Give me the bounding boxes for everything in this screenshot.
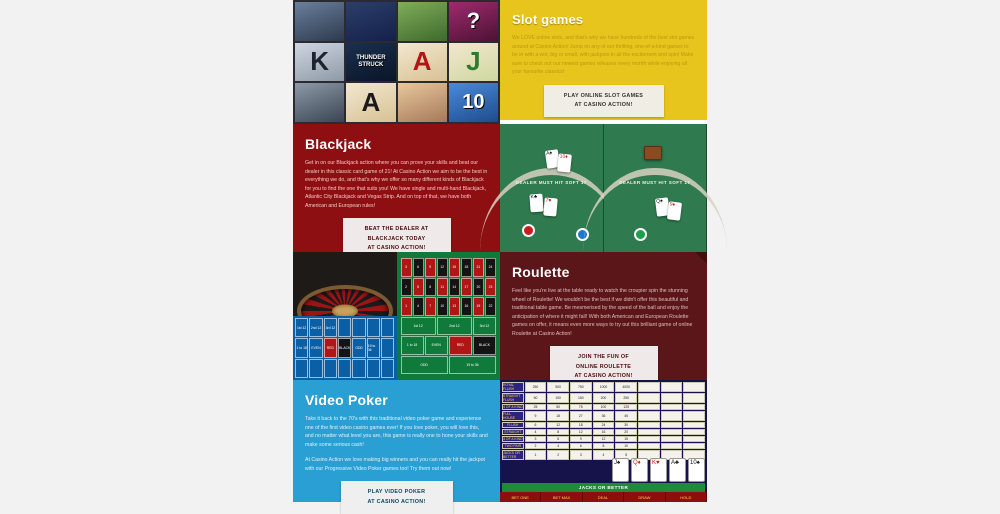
number-cell[interactable]: 16 bbox=[461, 297, 472, 316]
number-cell[interactable]: 17 bbox=[461, 278, 472, 297]
bet-cell[interactable] bbox=[381, 338, 394, 357]
paytable-cell: 150 bbox=[570, 393, 592, 403]
paytable-cell bbox=[683, 443, 705, 449]
bet-cell[interactable] bbox=[324, 359, 337, 378]
paytable-cell: 750 bbox=[570, 382, 592, 392]
play-slot-games-button[interactable] bbox=[544, 85, 664, 117]
paytable-cell: 4 bbox=[525, 429, 547, 435]
paytable-cell bbox=[683, 382, 705, 392]
paytable-row-label: 4 OF A KIND bbox=[503, 405, 523, 409]
roulette-number-grid bbox=[401, 258, 497, 374]
reel-cell: K bbox=[295, 43, 344, 82]
paytable-cell: 20 bbox=[615, 429, 637, 435]
bet-cell[interactable]: 2nd 12 bbox=[309, 318, 322, 337]
bet-max-button[interactable]: BET MAX bbox=[541, 492, 582, 502]
reel-cell: A bbox=[398, 43, 447, 82]
draw-button[interactable]: DRAW bbox=[624, 492, 665, 502]
number-cell[interactable]: 3 bbox=[401, 258, 412, 277]
number-cell[interactable]: 22 bbox=[485, 297, 496, 316]
blackjack-body: Get in on our Blackjack action where you can prove your skills and beat our dealer in this classic card game of 21! At Casino Action we aim to be the best in everything we do, and that's why we offer so many different kinds of Blackjack for you to find the one that suits you! We have single and multi-hand Blackjack, Atlantic City Blackjack and Vegas Strip. And on top of that, we have both American and European rules! bbox=[305, 160, 488, 209]
casino-chip bbox=[522, 224, 535, 237]
bet-cell[interactable] bbox=[367, 318, 380, 337]
roulette-images bbox=[293, 252, 500, 380]
number-cell[interactable]: 8 bbox=[425, 278, 436, 297]
reel-cell: J bbox=[449, 43, 498, 82]
hold-button[interactable]: HOLD bbox=[666, 492, 707, 502]
paytable-cell: 6 bbox=[547, 436, 569, 442]
paytable-cell: 24 bbox=[593, 422, 615, 428]
card-shoe bbox=[644, 146, 662, 160]
reel-cell bbox=[346, 2, 395, 41]
paytable-cell bbox=[683, 393, 705, 403]
paytable-cell: 2 bbox=[547, 450, 569, 460]
paytable-cell bbox=[661, 429, 683, 435]
paytable-cell bbox=[638, 404, 660, 410]
bet-cell[interactable] bbox=[295, 359, 308, 378]
roulette-table-image bbox=[397, 252, 501, 380]
paytable-cell: 100 bbox=[547, 393, 569, 403]
paytable-cell bbox=[683, 422, 705, 428]
bet-cell[interactable]: 1 to 18 bbox=[295, 338, 308, 357]
number-cell[interactable]: 23 bbox=[485, 278, 496, 297]
roulette-wheel-image bbox=[293, 252, 397, 380]
bet-cell[interactable]: 3rd 12 bbox=[324, 318, 337, 337]
paytable-cell: 1 bbox=[525, 450, 547, 460]
number-cell[interactable]: 5 bbox=[413, 278, 424, 297]
paytable-cell: 50 bbox=[525, 393, 547, 403]
paytable-cell: 1000 bbox=[593, 382, 615, 392]
paytable-row-label: STRAIGHT FLUSH bbox=[502, 393, 524, 403]
playing-card: A♠ bbox=[545, 149, 560, 169]
paytable-cell: 500 bbox=[547, 382, 569, 392]
playing-card: 9♦ bbox=[666, 201, 681, 220]
number-cell[interactable]: 12 bbox=[437, 258, 448, 277]
paytable-row-label: ROYAL FLUSH bbox=[502, 382, 524, 392]
video-poker-body-1: Take it back to the 70's with this traditional video poker game and experience one of the first video casino games ever! If you love poker, you will love this, and no matter what level you are, this game is really one to hone your skills and make some serious cash! bbox=[305, 416, 488, 448]
dozen-bet-cell[interactable]: 2nd 12 bbox=[437, 317, 472, 336]
playing-card[interactable]: Q♦ bbox=[631, 458, 648, 482]
reel-cell bbox=[295, 2, 344, 41]
roulette-title: Roulette bbox=[512, 264, 570, 280]
paytable-cell: 200 bbox=[593, 393, 615, 403]
paytable-cell bbox=[661, 422, 683, 428]
reel-cell bbox=[398, 2, 447, 41]
number-cell[interactable]: 18 bbox=[461, 258, 472, 277]
paytable-cell: 45 bbox=[615, 411, 637, 421]
paytable-cell bbox=[638, 382, 660, 392]
paytable-cell: 25 bbox=[525, 404, 547, 410]
blackjack-table-image bbox=[500, 124, 707, 252]
blackjack-title: Blackjack bbox=[305, 136, 372, 152]
paytable-row-label: FLUSH bbox=[502, 422, 524, 428]
paytable-cell bbox=[683, 436, 705, 442]
casino-chip bbox=[634, 228, 647, 241]
paytable-cell: 75 bbox=[570, 404, 592, 410]
cta-line-1: PLAY VIDEO POKER bbox=[367, 489, 426, 496]
number-cell[interactable]: 13 bbox=[449, 297, 460, 316]
cta-line-1: JOIN THE FUN OF bbox=[578, 354, 629, 361]
playing-card: K♣ bbox=[529, 194, 543, 213]
video-poker-text-panel bbox=[293, 380, 500, 505]
paytable-cell bbox=[638, 436, 660, 442]
video-poker-hand bbox=[612, 458, 705, 482]
roulette-betting-board bbox=[293, 316, 397, 380]
dozen-bet-cell[interactable]: 1st 12 bbox=[401, 317, 436, 336]
reel-cell: A bbox=[346, 83, 395, 122]
cta-line-2: ONLINE ROULETTE bbox=[575, 363, 632, 370]
bet-cell[interactable] bbox=[381, 359, 394, 378]
paytable-cell: 16 bbox=[593, 429, 615, 435]
section-roulette bbox=[293, 252, 707, 380]
paytable-cell: 100 bbox=[593, 404, 615, 410]
roulette-body: Feel like you're live at the table ready to watch the croupier spin the stunning wheel of Roulette! We wouldn't be the best if we didn't offer this beautiful and traditional table game. Be mesmerised by the speed of the ball and enjoy the anticipation of where it might fall! With both American and European Roulette games on offer, it means even more ways to try out this brilliant game of online Roulette at Casino Action! bbox=[512, 288, 693, 337]
outside-bet-cell[interactable]: 1 to 18 bbox=[401, 336, 424, 355]
paytable-cell: 3 bbox=[570, 450, 592, 460]
section-slot-games bbox=[293, 0, 707, 124]
number-cell[interactable]: 15 bbox=[449, 258, 460, 277]
paytable-cell bbox=[661, 404, 683, 410]
paytable-cell: 30 bbox=[615, 422, 637, 428]
dozen-bet-cell[interactable]: 3rd 12 bbox=[473, 317, 496, 336]
paytable-cell bbox=[638, 393, 660, 403]
cta-line-2: AT CASINO ACTION! bbox=[574, 102, 633, 109]
section-video-poker bbox=[293, 380, 707, 505]
playing-card: 7♥ bbox=[543, 197, 558, 216]
paytable-cell: 3 bbox=[525, 436, 547, 442]
cta-line-1: BEAT THE DEALER AT bbox=[364, 226, 429, 233]
casino-page-content bbox=[293, 0, 707, 505]
paytable-cell: 4000 bbox=[615, 382, 637, 392]
cta-line-3: AT CASINO ACTION! bbox=[367, 244, 426, 251]
paytable-cell: 15 bbox=[615, 436, 637, 442]
bet-cell[interactable]: 19 to 36 bbox=[367, 338, 380, 357]
number-cell[interactable]: 9 bbox=[425, 258, 436, 277]
playing-card: 10♦ bbox=[557, 153, 572, 172]
slot-games-text-panel bbox=[500, 0, 707, 124]
paytable-cell bbox=[661, 393, 683, 403]
paytable-cell: 8 bbox=[593, 443, 615, 449]
table-rule-text: DEALER MUST HIT SOFT 17 bbox=[619, 180, 691, 186]
playing-card[interactable]: K♥ bbox=[650, 458, 667, 482]
paytable-cell bbox=[638, 411, 660, 421]
bet-cell[interactable]: ODD bbox=[352, 338, 365, 357]
slot-reels-image bbox=[293, 0, 500, 124]
paytable-cell bbox=[661, 443, 683, 449]
paytable-cell: 10 bbox=[615, 443, 637, 449]
bet-cell[interactable] bbox=[338, 359, 351, 378]
paytable-cell: 18 bbox=[570, 422, 592, 428]
cta-line-3: AT CASINO ACTION! bbox=[574, 372, 633, 379]
video-poker-controls bbox=[500, 492, 707, 502]
paytable-cell: 9 bbox=[525, 411, 547, 421]
paytable-cell: 125 bbox=[615, 404, 637, 410]
number-cell[interactable]: 24 bbox=[485, 258, 496, 277]
paytable-cell bbox=[683, 429, 705, 435]
number-cell[interactable]: 7 bbox=[425, 297, 436, 316]
paytable-row-label: FULL HOUSE bbox=[502, 411, 524, 421]
section-blackjack bbox=[293, 124, 707, 252]
paytable-cell: 6 bbox=[570, 443, 592, 449]
reel-cell bbox=[295, 83, 344, 122]
video-poker-image bbox=[500, 380, 707, 502]
paytable-cell: 2 bbox=[525, 443, 547, 449]
roulette-text-panel bbox=[500, 252, 707, 380]
slot-games-body: We LOVE online slots, and that's why we have hundreds of the best slot games around at Casino Action! Jump on any of our thrilling, one-of-a-kind games to be in with a win, big or small, with jackpots in all the excitement and spin! Make sure to check out our newest games releases every month while enjoying all your favourite classics! bbox=[512, 35, 695, 76]
number-cell[interactable]: 14 bbox=[449, 278, 460, 297]
blackjack-text-panel bbox=[293, 124, 500, 252]
paytable-row-label: TWO PAIR bbox=[502, 443, 524, 449]
number-cell[interactable]: 6 bbox=[413, 258, 424, 277]
bet-cell[interactable]: EVEN bbox=[309, 338, 322, 357]
bet-cell[interactable] bbox=[352, 359, 365, 378]
playing-card[interactable]: 10♠ bbox=[688, 458, 705, 482]
paytable-cell bbox=[638, 443, 660, 449]
number-cell[interactable]: 1 bbox=[401, 297, 412, 316]
number-cell[interactable]: 20 bbox=[473, 278, 484, 297]
paytable-row-label: JACKS OR BETTER bbox=[502, 450, 524, 460]
outside-bet-cell[interactable]: ODD bbox=[401, 356, 448, 375]
number-cell[interactable]: 10 bbox=[437, 297, 448, 316]
bet-cell[interactable] bbox=[309, 359, 322, 378]
video-poker-title: Video Poker bbox=[305, 392, 388, 408]
number-cell[interactable]: 19 bbox=[473, 297, 484, 316]
paytable-row-label: STRAIGHT bbox=[502, 429, 524, 435]
paytable-cell: 4 bbox=[547, 443, 569, 449]
deal-button[interactable]: DEAL bbox=[583, 492, 624, 502]
reel-cell: 10 bbox=[449, 83, 498, 122]
paytable-cell bbox=[683, 411, 705, 421]
paytable-cell bbox=[683, 404, 705, 410]
playing-card: Q♠ bbox=[654, 197, 669, 216]
paytable-cell: 12 bbox=[547, 422, 569, 428]
bet-cell[interactable] bbox=[367, 359, 380, 378]
paytable-cell: 36 bbox=[593, 411, 615, 421]
video-poker-body-2: At Casino Action we love making big winners and you can really hit the jackpot with our Progressive Video Poker games too! Try them out now! bbox=[305, 457, 485, 472]
paytable-cell: 5 bbox=[615, 450, 637, 460]
paytable-row-label: 3 OF A KIND bbox=[503, 437, 523, 441]
bet-cell[interactable] bbox=[381, 318, 394, 337]
paytable-cell: 12 bbox=[593, 436, 615, 442]
play-video-poker-button[interactable] bbox=[341, 481, 453, 513]
table-rule-text: DEALER MUST HIT SOFT 17 bbox=[515, 180, 587, 186]
paytable-cell: 18 bbox=[547, 411, 569, 421]
paytable-cell bbox=[638, 422, 660, 428]
reel-cell: THUNDER STRUCK bbox=[346, 43, 395, 82]
paytable-cell bbox=[661, 436, 683, 442]
paytable-cell: 12 bbox=[570, 429, 592, 435]
bet-cell[interactable]: RED bbox=[324, 338, 337, 357]
reel-cell bbox=[398, 83, 447, 122]
cta-line-2: BLACKJACK TODAY bbox=[367, 235, 426, 242]
paytable-cell: 50 bbox=[547, 404, 569, 410]
cta-line-1: PLAY ONLINE SLOT GAMES bbox=[563, 92, 644, 99]
bet-cell[interactable]: BLACK bbox=[338, 338, 351, 357]
paytable-cell: 8 bbox=[547, 429, 569, 435]
number-cell[interactable]: 21 bbox=[473, 258, 484, 277]
paytable-cell: 27 bbox=[570, 411, 592, 421]
bet-cell[interactable]: 1st 12 bbox=[295, 318, 308, 337]
playing-card[interactable]: A♣ bbox=[669, 458, 686, 482]
paytable-cell bbox=[661, 411, 683, 421]
outside-bet-cell[interactable]: RED bbox=[449, 336, 472, 355]
reel-cell: ? bbox=[449, 2, 498, 41]
bet-cell[interactable] bbox=[338, 318, 351, 337]
paytable-cell: 250 bbox=[615, 393, 637, 403]
paytable-grid bbox=[502, 382, 705, 458]
outside-bet-cell[interactable]: 19 to 36 bbox=[449, 356, 496, 375]
number-cell[interactable]: 2 bbox=[401, 278, 412, 297]
paytable-title-banner: JACKS OR BETTER bbox=[502, 483, 705, 492]
bet-cell[interactable] bbox=[352, 318, 365, 337]
bet-one-button[interactable]: BET ONE bbox=[500, 492, 541, 502]
paytable-cell: 9 bbox=[570, 436, 592, 442]
paytable-cell: 250 bbox=[525, 382, 547, 392]
paytable-cell: 4 bbox=[593, 450, 615, 460]
cta-line-2: AT CASINO ACTION! bbox=[367, 498, 426, 505]
corner-fold-decoration bbox=[695, 252, 707, 264]
number-cell[interactable]: 11 bbox=[437, 278, 448, 297]
outside-bet-cell[interactable]: BLACK bbox=[473, 336, 496, 355]
number-cell[interactable]: 4 bbox=[413, 297, 424, 316]
paytable-cell bbox=[661, 382, 683, 392]
paytable-cell bbox=[638, 429, 660, 435]
paytable-cell: 6 bbox=[525, 422, 547, 428]
outside-bet-cell[interactable]: EVEN bbox=[425, 336, 448, 355]
playing-card[interactable]: J♠ bbox=[612, 458, 629, 482]
blackjack-table-right bbox=[604, 124, 708, 252]
slot-games-title: Slot games bbox=[512, 12, 584, 27]
